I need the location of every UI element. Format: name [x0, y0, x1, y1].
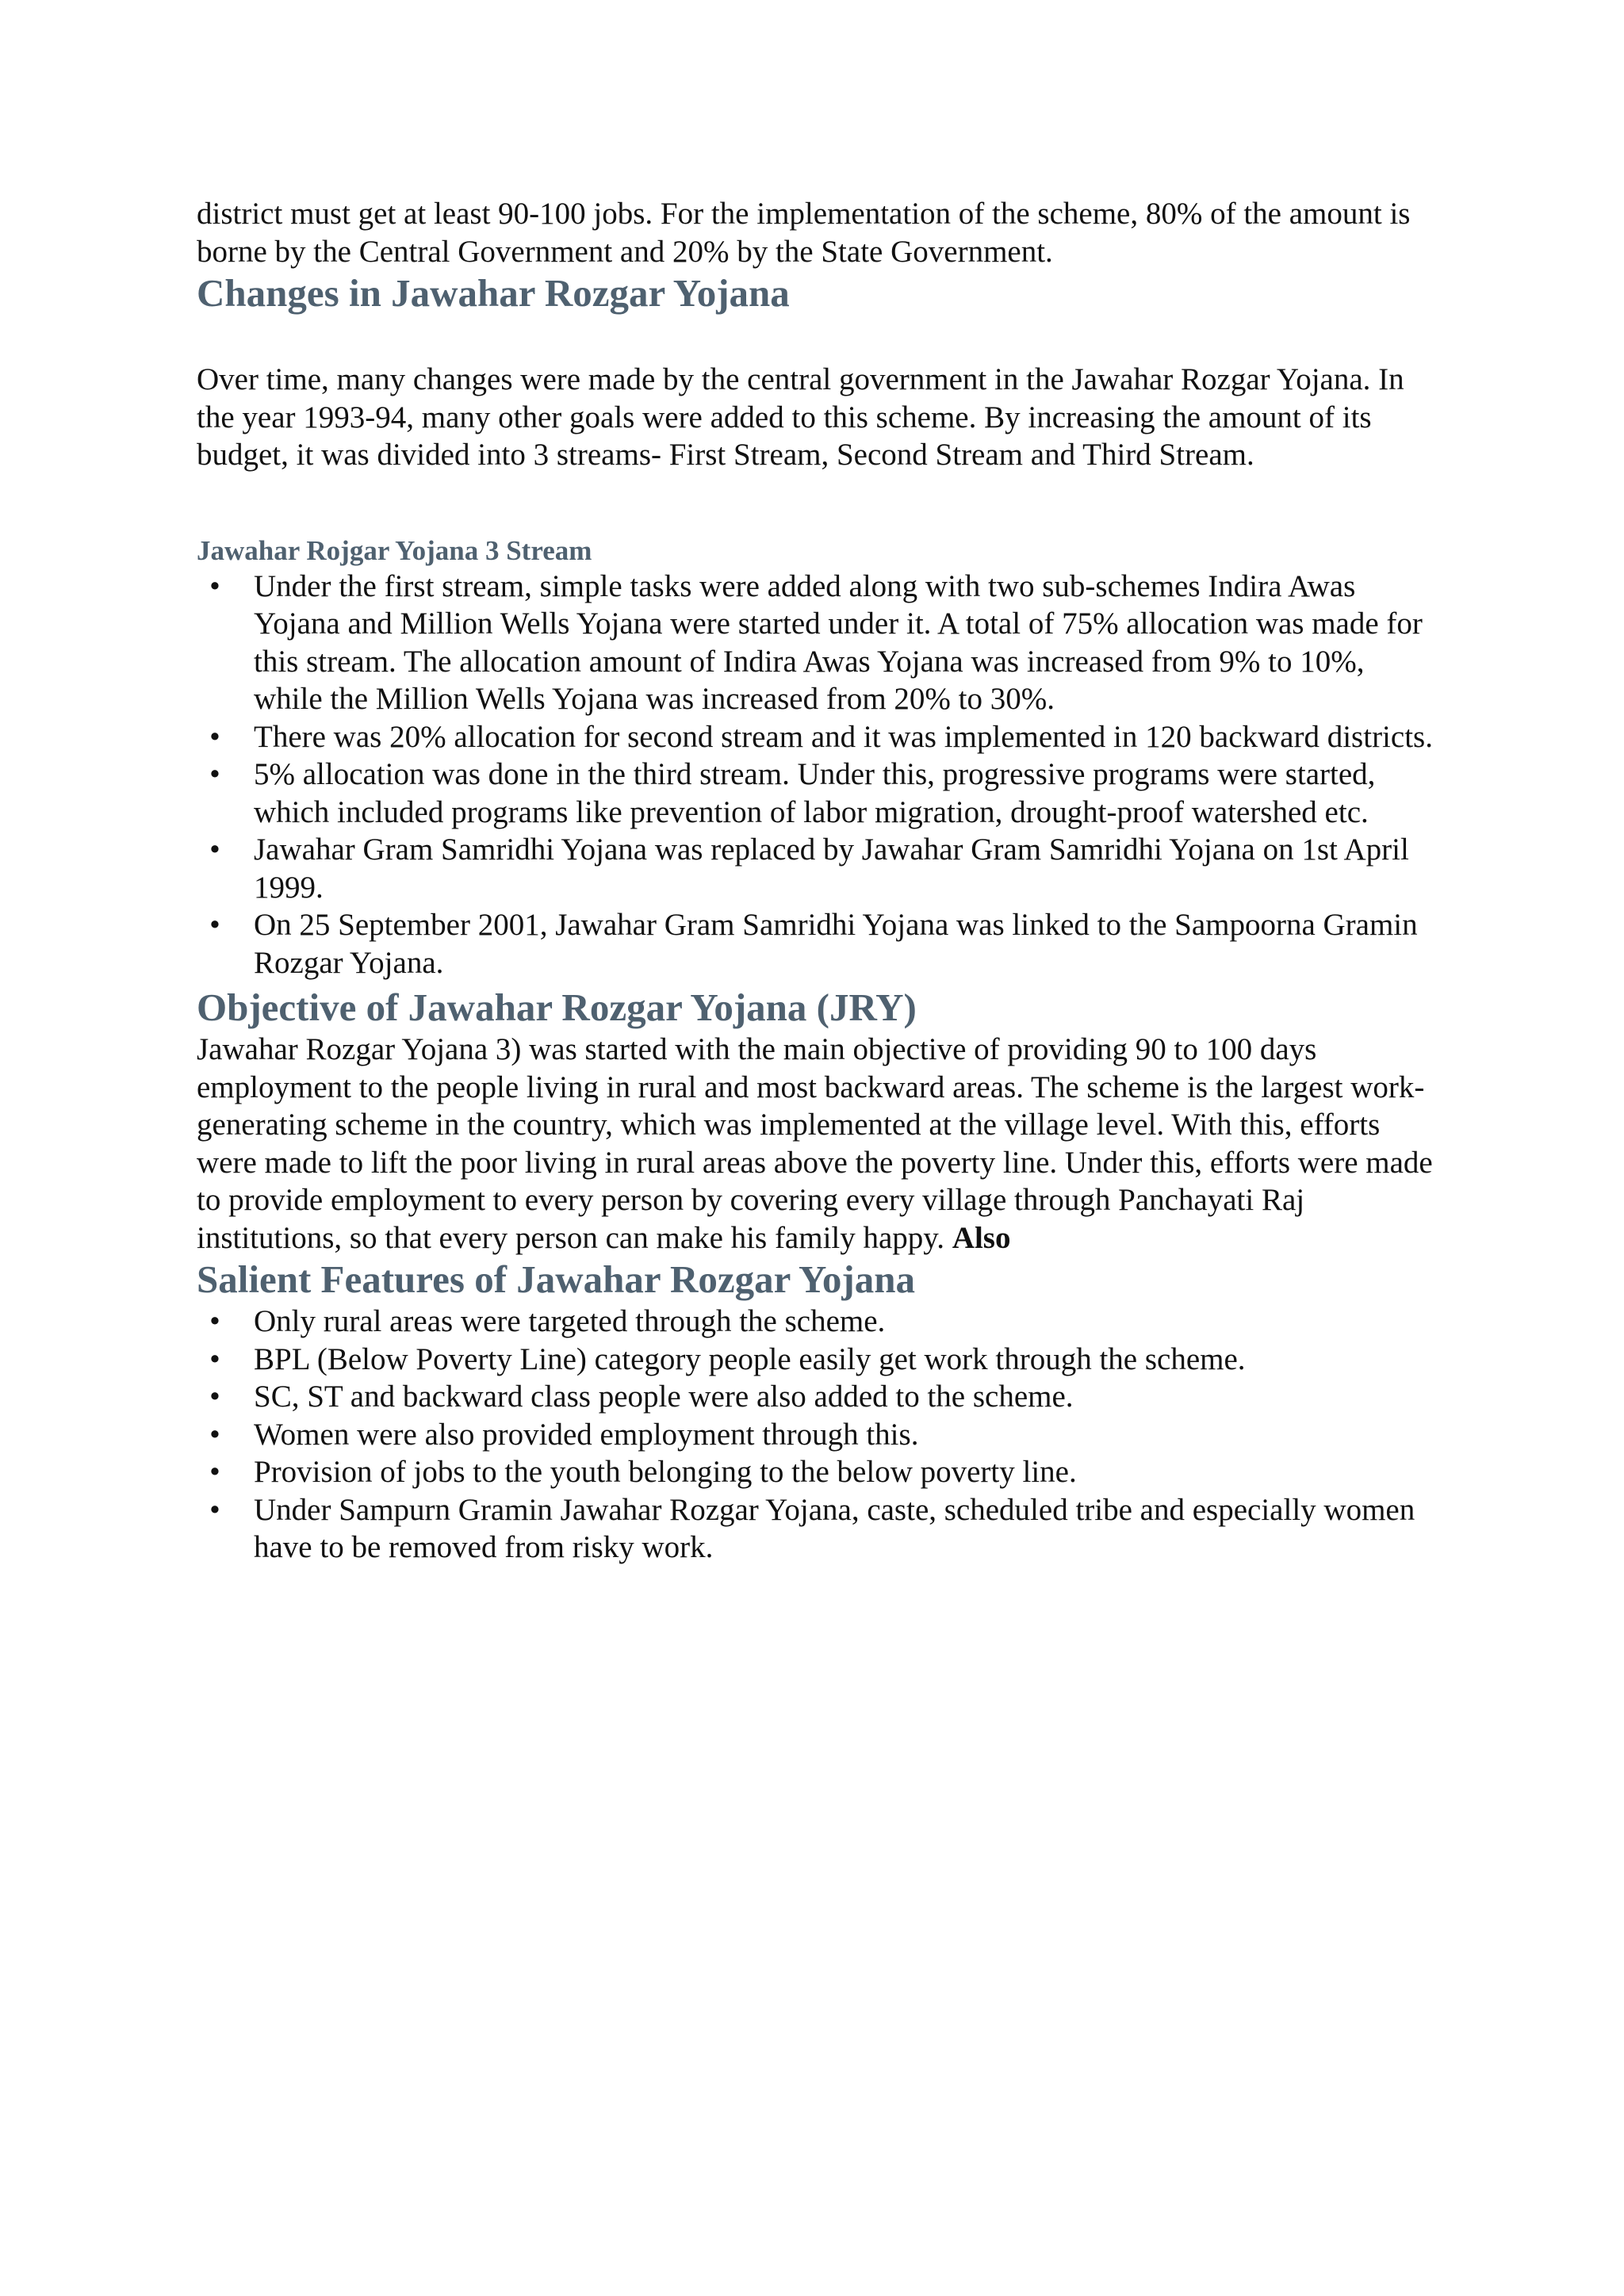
objective-text: Jawahar Rozgar Yojana 3) was started with the main objective of providing 90 to 100 days employment to the people living in rural and most backward areas. The scheme is the largest work-generating scheme in the country, which was implemented at the village level. With this, efforts were made to lift the poor living in rural areas above the poverty line. Under this, efforts were made to provide employment to every person by covering every village through Panchayati Raj institutions, so that every person can make his family happy.: [197, 1032, 1433, 1255]
objective-heading: Objective of Jawahar Rozgar Yojana (JRY): [197, 985, 917, 1029]
list-item-text: Provision of jobs to the youth belonging to the below poverty line.: [254, 1455, 1077, 1489]
bullet-icon: •: [209, 832, 220, 867]
streams-heading: Jawahar Rojgar Yojana 3 Stream: [197, 534, 592, 566]
objective-also-bold: Also: [952, 1220, 1011, 1255]
changes-heading: Changes in Jawahar Rozgar Yojana: [197, 271, 790, 315]
bullet-icon: •: [209, 1380, 220, 1414]
bullet-icon: •: [209, 1417, 220, 1452]
list-item: [197, 1378, 1434, 1416]
intro-paragraph: district must get at least 90-100 jobs. For the implementation of the scheme, 80% of the amount is borne by the Central Government and 20% by the State Government.: [197, 197, 1411, 269]
bullet-icon: •: [209, 908, 220, 942]
list-item-text: 5% allocation was done in the third stream. Under this, progressive programs were started, which included programs like prevention of labor migration, drought-proof watershed etc.: [254, 757, 1376, 829]
list-item-text: There was 20% allocation for second stream and it was implemented in 120 backward districts.: [254, 719, 1433, 754]
features-heading: Salient Features of Jawahar Rozgar Yojana: [197, 1257, 915, 1301]
list-item: [197, 756, 1434, 831]
bullet-icon: •: [209, 1341, 220, 1376]
list-item: [197, 1341, 1434, 1379]
bullet-icon: •: [209, 757, 220, 791]
features-list: [197, 1303, 1434, 1567]
bullet-icon: •: [209, 568, 220, 603]
list-item-text: Women were also provided employment through this.: [254, 1417, 919, 1452]
list-item: [197, 1453, 1434, 1491]
list-item-text: Jawahar Gram Samridhi Yojana was replaced by Jawahar Gram Samridhi Yojana on 1st April 1999.: [254, 832, 1409, 905]
objective-paragraph: [197, 1031, 1434, 1257]
list-item-text: Only rural areas were targeted through the scheme.: [254, 1304, 886, 1338]
list-item: [197, 831, 1434, 906]
list-item-text: SC, ST and backward class people were also added to the scheme.: [254, 1380, 1074, 1414]
document-page: [197, 195, 1434, 1567]
changes-paragraph: Over time, many changes were made by the central government in the Jawahar Rozgar Yojana. In the year 1993-94, many other goals were added to this scheme. By increasing the amount of its budget, it was divided into 3 streams- First Stream, Second Stream and Third Stream.: [197, 362, 1404, 472]
list-item-text: Under Sampurn Gramin Jawahar Rozgar Yojana, caste, scheduled tribe and especially women have to be removed from risky work.: [254, 1492, 1415, 1564]
streams-list: [197, 568, 1434, 982]
list-item: [197, 1491, 1434, 1567]
list-item-text: BPL (Below Poverty Line) category people easily get work through the scheme.: [254, 1341, 1246, 1376]
list-item-text: On 25 September 2001, Jawahar Gram Samridhi Yojana was linked to the Sampoorna Gramin Rozgar Yojana.: [254, 908, 1418, 980]
list-item: [197, 1416, 1434, 1454]
list-item: [197, 1303, 1434, 1341]
bullet-icon: •: [209, 1304, 220, 1338]
list-item-text: Under the first stream, simple tasks were added along with two sub-schemes Indira Awas Yojana and Million Wells Yojana were started under it. A total of 75% allocation was made for this stream. The allocation amount of Indira Awas Yojana was increased from 9% to 10%, while the Million Wells Yojana was increased from 20% to 30%.: [254, 568, 1423, 716]
bullet-icon: •: [209, 719, 220, 754]
list-item: [197, 568, 1434, 718]
bullet-icon: •: [209, 1492, 220, 1527]
list-item: [197, 906, 1434, 982]
bullet-icon: •: [209, 1455, 220, 1489]
list-item: [197, 718, 1434, 756]
